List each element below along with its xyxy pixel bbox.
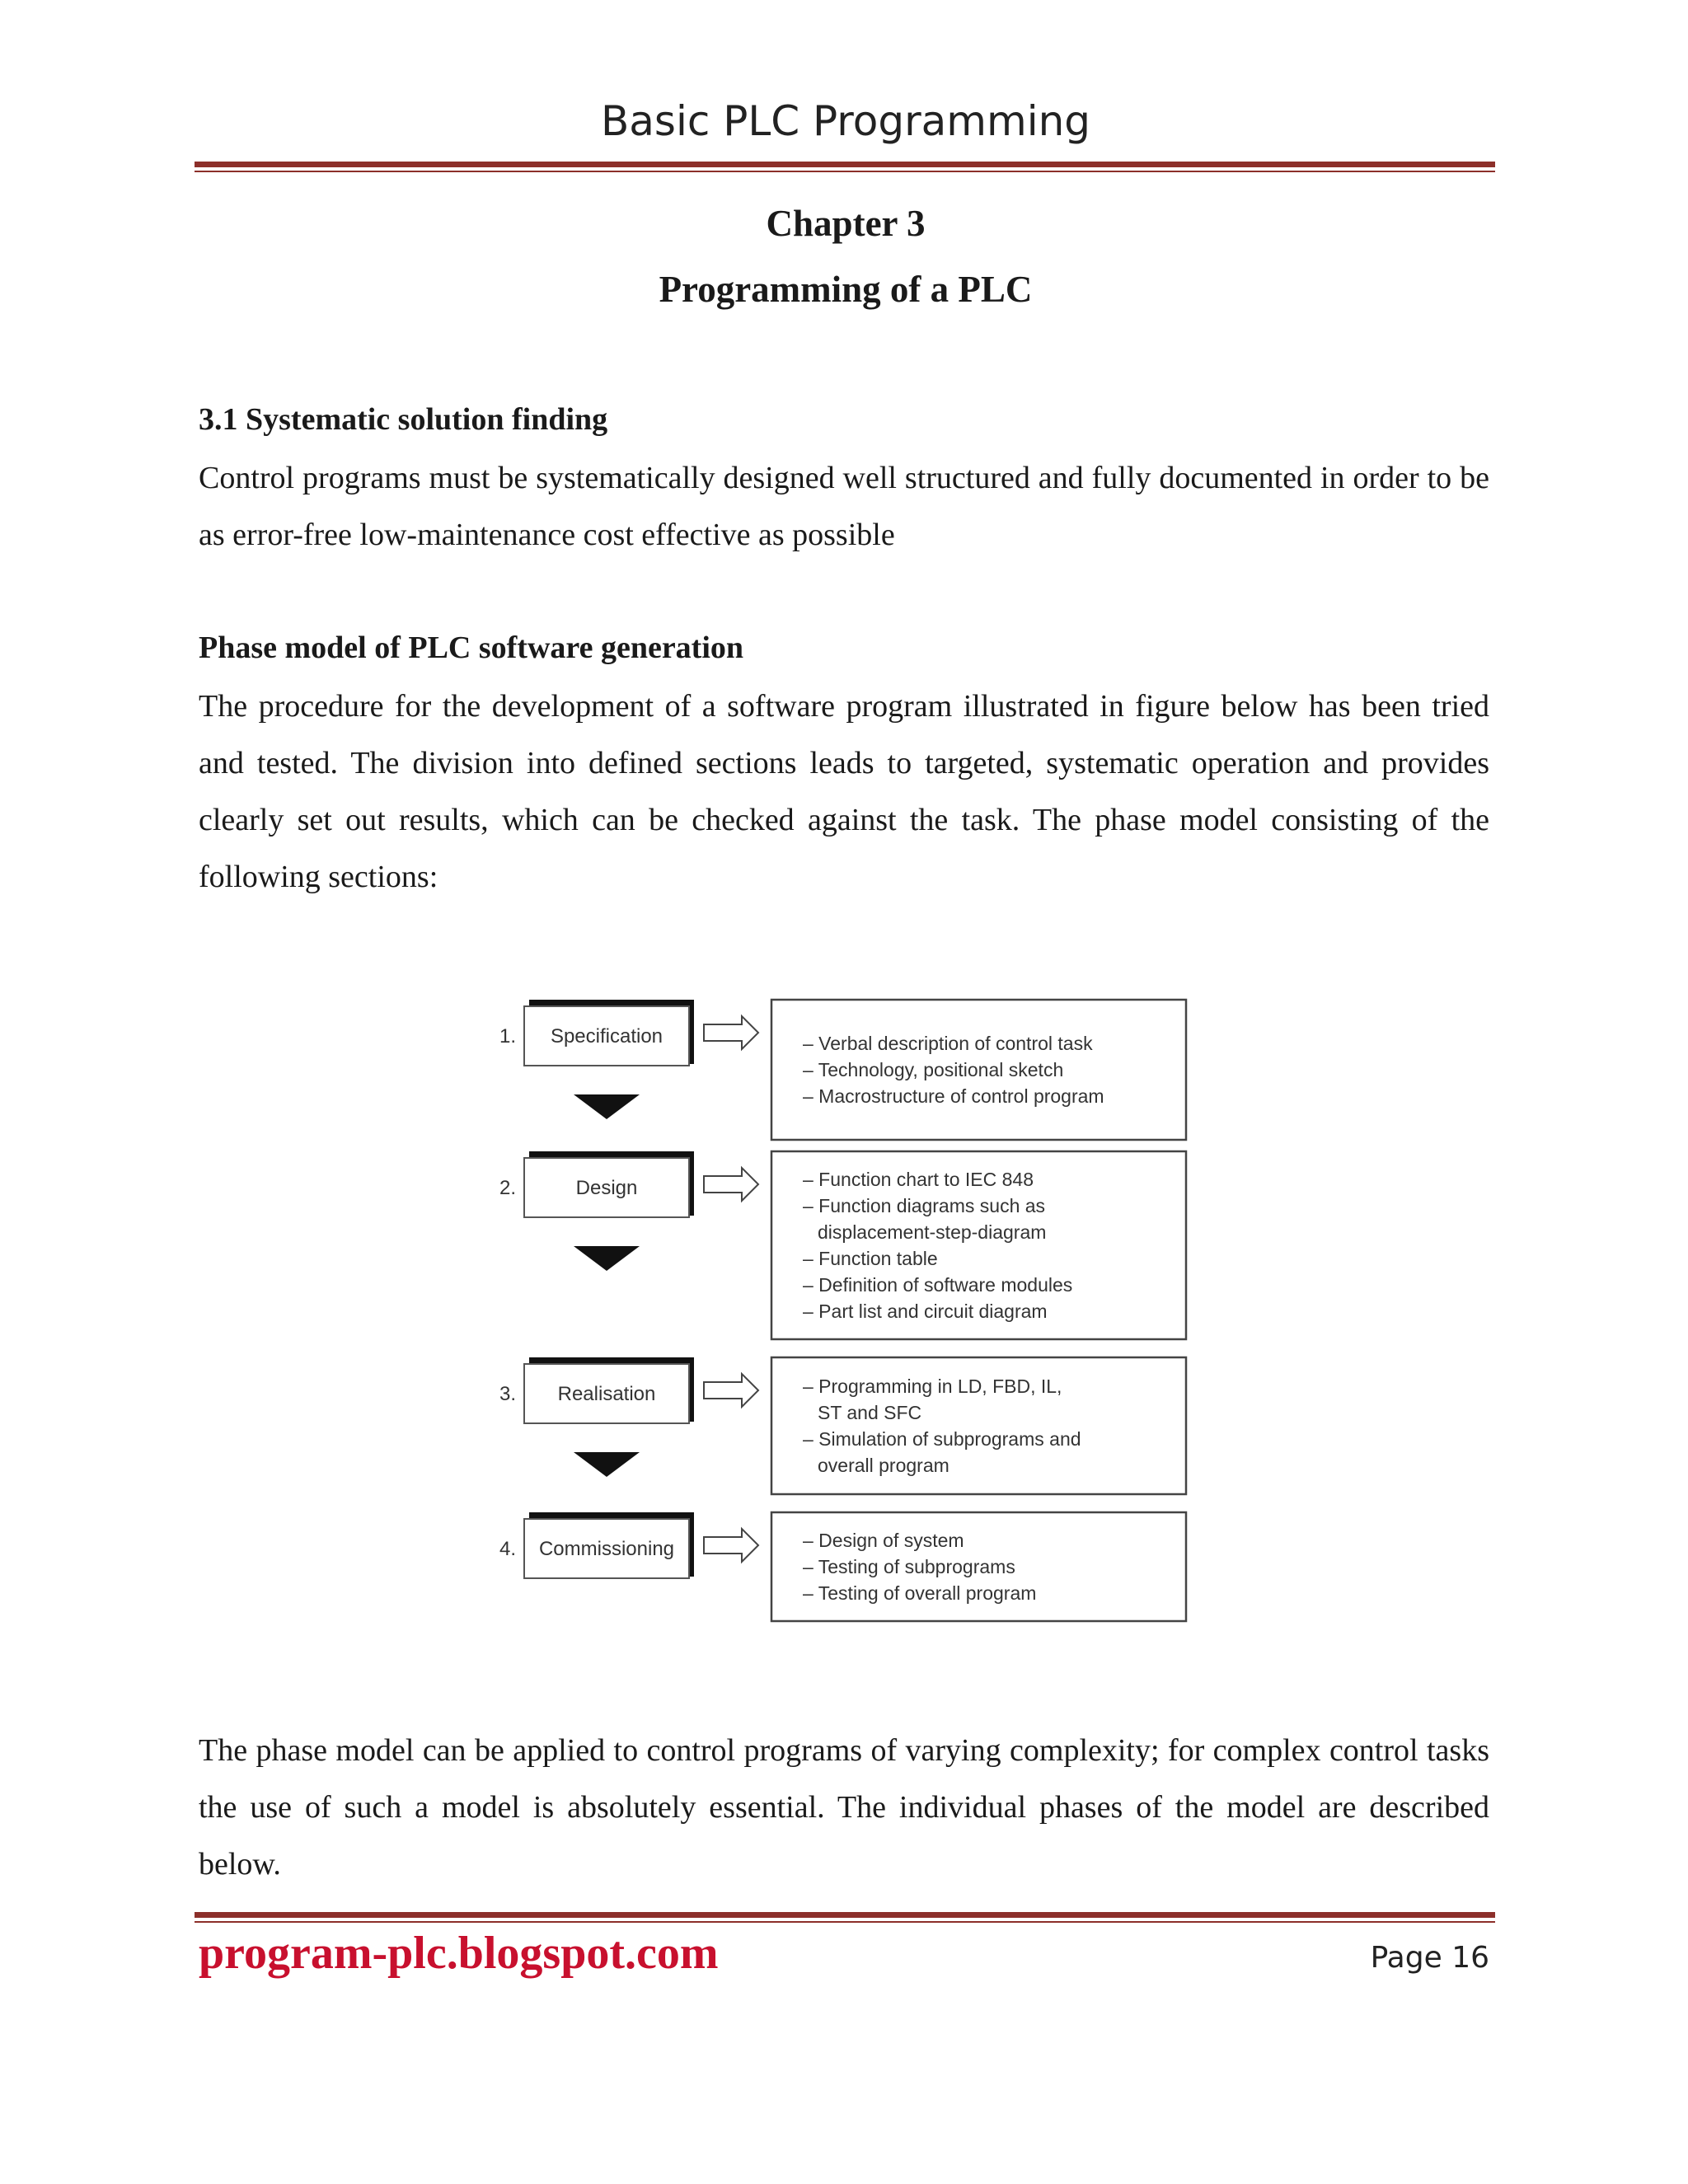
- detail-line: – Function table: [803, 1248, 938, 1269]
- header-rule: [195, 162, 1495, 172]
- right-arrow-icon: [704, 1168, 758, 1201]
- chapter-number: Chapter 3: [766, 203, 926, 244]
- detail-line: – Testing of subprograms: [803, 1556, 1015, 1577]
- page-header: Basic PLC Programming: [600, 97, 1091, 145]
- phase-model-figure: [485, 993, 1210, 1636]
- phase-number: 3.: [499, 1383, 517, 1405]
- down-arrow-icon: [574, 1452, 640, 1477]
- phase-model-heading: Phase model of PLC software generation: [199, 630, 744, 665]
- detail-line: ST and SFC: [818, 1402, 922, 1423]
- detail-line: – Macrostructure of control program: [803, 1085, 1104, 1107]
- footer-rule: [195, 1912, 1495, 1923]
- phase-label: Realisation: [557, 1383, 656, 1405]
- detail-line: – Function diagrams such as: [803, 1195, 1046, 1216]
- phase-label: Design: [575, 1177, 638, 1199]
- phase-number: 1.: [499, 1025, 517, 1047]
- detail-line: displacement-step-diagram: [818, 1221, 1047, 1243]
- detail-line: – Technology, positional sketch: [803, 1059, 1064, 1080]
- footer-site-link[interactable]: program-plc.blogspot.com: [199, 1928, 719, 1979]
- detail-line: – Design of system: [803, 1530, 964, 1551]
- right-arrow-icon: [704, 1374, 758, 1407]
- phase-model-diagram: [485, 993, 1210, 1636]
- section-heading: 3.1 Systematic solution finding: [199, 402, 608, 437]
- right-arrow-icon: [704, 1529, 758, 1562]
- detail-line: – Programming in LD, FBD, IL,: [803, 1376, 1062, 1397]
- detail-line: – Simulation of subprograms and: [803, 1428, 1081, 1450]
- phase-label: Specification: [550, 1025, 663, 1047]
- section-body: Control programs must be systematically designed well structured and fully documented in order to be as error-free low-maintenance cost effective as possible: [199, 461, 1489, 552]
- detail-line: – Function chart to IEC 848: [803, 1169, 1034, 1190]
- detail-line: – Part list and circuit diagram: [803, 1301, 1048, 1322]
- right-arrow-icon: [704, 1016, 758, 1049]
- detail-line: – Testing of overall program: [803, 1582, 1037, 1604]
- down-arrow-icon: [574, 1246, 640, 1271]
- detail-line: overall program: [818, 1455, 950, 1476]
- chapter-title: Programming of a PLC: [659, 269, 1033, 310]
- phase-number: 2.: [499, 1177, 517, 1199]
- detail-line: – Verbal description of control task: [803, 1033, 1093, 1054]
- detail-line: – Definition of software modules: [803, 1274, 1073, 1296]
- phase-number: 4.: [499, 1538, 517, 1560]
- phase-label: Commissioning: [538, 1538, 675, 1560]
- phase-model-body: The procedure for the development of a software program illustrated in figure below has been tried and tested. The division into defined sections leads to targeted, systematic operation and provides clearly set out results, which can be checked against the task. The phase model consisting of the following sections:: [199, 689, 1489, 894]
- closing-body: The phase model can be applied to control programs of varying complexity; for complex control tasks the use of such a model is absolutely essential. The individual phases of the model are described below.: [199, 1733, 1489, 1882]
- page-number: Page 16: [1370, 1941, 1489, 1975]
- down-arrow-icon: [574, 1094, 640, 1119]
